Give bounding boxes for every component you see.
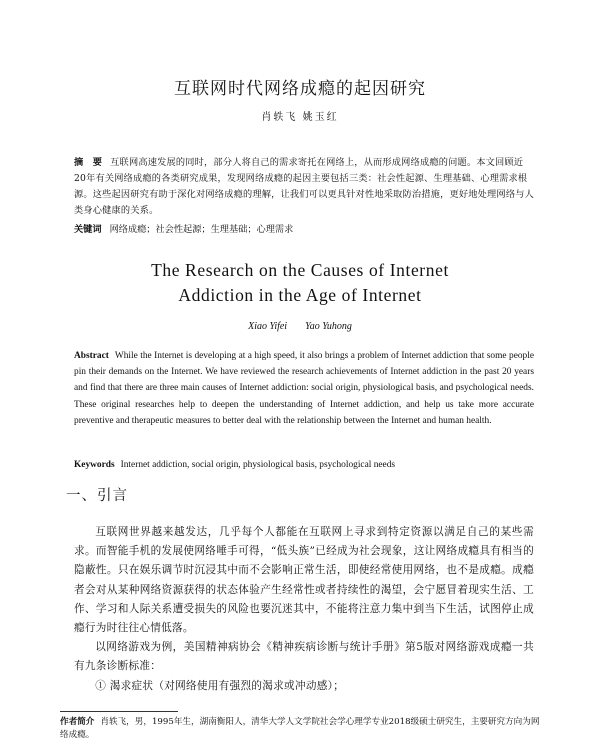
cn-keywords-label: 关键词 bbox=[74, 224, 102, 235]
footnote bbox=[60, 716, 540, 742]
cn-abstract-text: 互联网高速发展的同时，部分人将自己的需求寄托在网络上，从而形成网络成瘾的问题。本文回顾近20年有关网络成瘾的各类研究成果，发现网络成瘾的起因主要包括三类：社会性起源、生理基础、心理需求根源。这些起因研究有助于深化对网络成瘾的理解，让我们可以更具针对性地采取防治措施，更好地处理网络与人类身心健康的关系。 bbox=[74, 157, 534, 216]
section-heading: 一、引言 bbox=[66, 488, 128, 504]
cn-authors: 肖轶飞 姚玉红 bbox=[261, 112, 339, 123]
cn-keywords-text: 网络成瘾；社会性起源；生理基础；心理需求 bbox=[109, 224, 294, 235]
cn-keywords bbox=[74, 222, 534, 238]
list-item-1: ① 渴求症状（对网络使用有强烈的渴求或冲动感）； bbox=[95, 679, 345, 692]
en-abstract bbox=[74, 348, 534, 429]
cn-abstract-label: 摘 要 bbox=[74, 157, 103, 168]
footnote-label: 作者简介 bbox=[60, 717, 95, 727]
en-abstract-text: While the Internet is developing at a high speed, it also brings a problem of Internet addiction that some people pin their demands on the Internet. We have reviewed the research achievements of Internet addiction in the past 20 years and find that there are three main causes of Internet addiction: social origin, physiological basis, and psychological needs. These original researches help to deepen the understanding of Internet addiction, and help us take more accurate preventive and therapeutic measures to better deal with the relationship between the Internet and human health. bbox=[74, 351, 534, 426]
footnote-divider bbox=[60, 711, 178, 712]
en-abstract-label: Abstract bbox=[74, 351, 109, 361]
en-title-line1: The Research on the Causes of Internet bbox=[151, 260, 449, 280]
en-author-2: Yao Yuhong bbox=[305, 321, 352, 332]
footnote-text: 肖轶飞，男，1995年生，湖南衡阳人，清华大学人文学院社会学心理学专业2018级硕士研究生，主要研究方向为网络成瘾。 bbox=[60, 717, 540, 740]
body-paragraph-1: 互联网世界越来越发达，几乎每个人都能在互联网上寻求到特定资源以满足自己的某些需求。而智能手机的发展使网络唾手可得，“低头族”已经成为社会现象，这让网络成瘾具有相当的隐蔽性。只在娱乐调节时沉浸其中而不会影响正常生活，即使经常使用网络，也不是成瘾。成瘾者会对从某种网络资源获得的状态体验产生经常性或者持续性的渴望，会宁愿冒着现实生活、工作、学习和人际关系遭受损失的风险也要沉迷其中，不能将注意力集中到当下生活，试图停止成瘾行为时往往心情低落。 bbox=[74, 526, 534, 635]
body-text bbox=[74, 523, 534, 696]
en-author-1: Xiao Yifei bbox=[248, 321, 288, 332]
en-keywords-label: Keywords bbox=[74, 460, 115, 470]
cn-abstract bbox=[74, 155, 534, 219]
en-keywords bbox=[74, 457, 534, 473]
en-keywords-text: Internet addiction, social origin, physiological basis, psychological needs bbox=[120, 460, 396, 470]
cn-title: 互联网时代网络成瘾的起因研究 bbox=[174, 79, 426, 99]
body-paragraph-2: 以网络游戏为例，美国精神病协会《精神疾病诊断与统计手册》第5版对网络游戏成瘾一共有九条诊断标准： bbox=[74, 641, 534, 673]
en-title-line2: Addiction in the Age of Internet bbox=[178, 285, 422, 305]
en-title bbox=[0, 258, 600, 308]
en-authors bbox=[0, 321, 600, 332]
